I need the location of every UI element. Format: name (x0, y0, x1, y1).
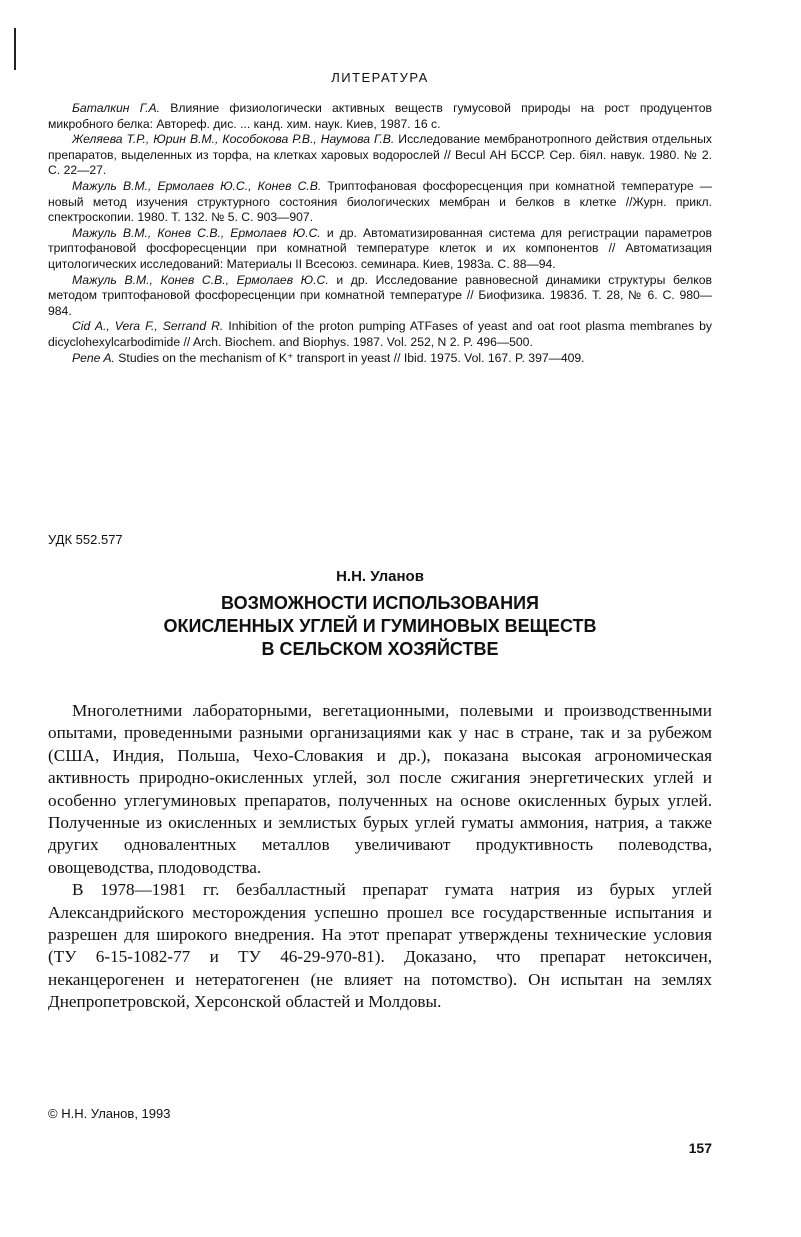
reference-authors: Cid A., Vera F., Serrand R. (72, 319, 224, 334)
reference-text: Триптофановая фосфоресценция при комнатной температуре — новый метод изучения структурного состояния биологических мембран и белков в клетке //Журн. прикл. спектроскопии. 1980. Т. 132. № 5. С. 903—907. (48, 178, 712, 225)
reference-text: и др. Автоматизированная система для регистрации параметров триптофановой фосфоресценции при комнатной температуре клеток и их компонентов // Автоматизация цитологических исследований: Материалы II Всесоюз. семинара. Киев, 1983а. С. 88—94. (48, 225, 712, 271)
reference-item (48, 319, 712, 350)
scan-margin-line (14, 28, 16, 70)
udk-code: УДК 552.577 (48, 532, 123, 547)
reference-item (48, 101, 712, 132)
reference-text: Studies on the mechanism of K⁺ transport in yeast // Ibid. 1975. Vol. 167. P. 397—409. (114, 350, 585, 365)
reference-authors: Мажуль В.М., Конев С.В., Ермолаев Ю.С. (72, 272, 329, 287)
title-line: В СЕЛЬСКОМ ХОЗЯЙСТВЕ (261, 639, 499, 659)
reference-authors: Мажуль В.М., Конев С.В., Ермолаев Ю.С. (72, 225, 321, 240)
title-line: ОКИСЛЕННЫХ УГЛЕЙ И ГУМИНОВЫХ ВЕЩЕСТВ (163, 616, 597, 636)
reference-item (48, 179, 712, 226)
page-number: 157 (688, 1140, 712, 1156)
copyright-notice: © Н.Н. Уланов, 1993 (48, 1106, 171, 1121)
title-line: ВОЗМОЖНОСТИ ИСПОЛЬЗОВАНИЯ (221, 593, 539, 613)
article-author: Н.Н. Уланов (336, 568, 424, 585)
references-heading: ЛИТЕРАТУРА (331, 70, 429, 85)
reference-text: Исследование мембранотропного действия отдельных препаратов, выделенных из торфа, на клетках харовых водорослей // Becul АН БССР. Сер. біял. навук. 1980. № 2. С. 22—27. (48, 132, 712, 178)
reference-item (48, 132, 712, 179)
reference-text: Влияние физиологически активных веществ гумусовой природы на рост продуцентов микробного белка: Автореф. дис. ... канд. хим. наук. Киев, 1987. 16 с. (48, 101, 712, 131)
reference-authors: Pene A. (72, 350, 115, 365)
body-paragraph: В 1978—1981 гг. безбалластный препарат гумата натрия из бурых углей Александрийского месторождения успешно прошел все государственные испытания и разрешен для широкого внедрения. На этот препарат утверждены технические условия (ТУ 6-15-1082-77 и ТУ 46-29-970-81). Доказано, что препарат нетоксичен, неканцерогенен и нетератогенен (не влияет на потомство). Он испытан на землях Днепропетровской, Херсонской областей и Молдовы. (48, 880, 712, 1012)
reference-item (48, 226, 712, 273)
reference-item (48, 273, 712, 320)
reference-text: Inhibition of the proton pumping ATFases of yeast and oat root plasma membranes by dicyclohexylcarbodimide // Arch. Biochem. and Biophys. 1987. Vol. 252, N 2. P. 496—500. (48, 319, 712, 349)
reference-authors: Мажуль В.М., Ермолаев Ю.С., Конев С.В. (72, 178, 322, 193)
reference-authors: Желяева Т.Р., Юрин В.М., Кособокова Р.В., Наумова Г.В. (72, 132, 395, 147)
reference-item (48, 351, 712, 367)
article-body (48, 700, 712, 1014)
article-title (48, 592, 712, 661)
references-list (48, 101, 712, 366)
reference-text: и др. Исследование равновесной динамики структуры белков методом триптофановой фосфоресценции при комнатной температуре // Биофизика. 1983б. Т. 28, № 6. С. 980—984. (48, 272, 713, 318)
body-paragraph: Многолетними лабораторными, вегетационными, полевыми и производственными опытами, проведенными разными организациями как у нас в стране, так и за рубежом (США, Индия, Польша, Чехо-Словакия и др.), показана высокая агрономическая активность природно-окисленных углей, зол после сжигания энергетических углей и особенно углегуминовых препаратов, полученных на основе окисленных бурых углей. Полученные из окисленных и землистых бурых углей гуматы аммония, натрия, а также других одновалентных металлов увеличивают продуктивность полеводства, овощеводства, плодоводства. (48, 701, 712, 877)
reference-authors: Баталкин Г.А. (72, 101, 161, 115)
